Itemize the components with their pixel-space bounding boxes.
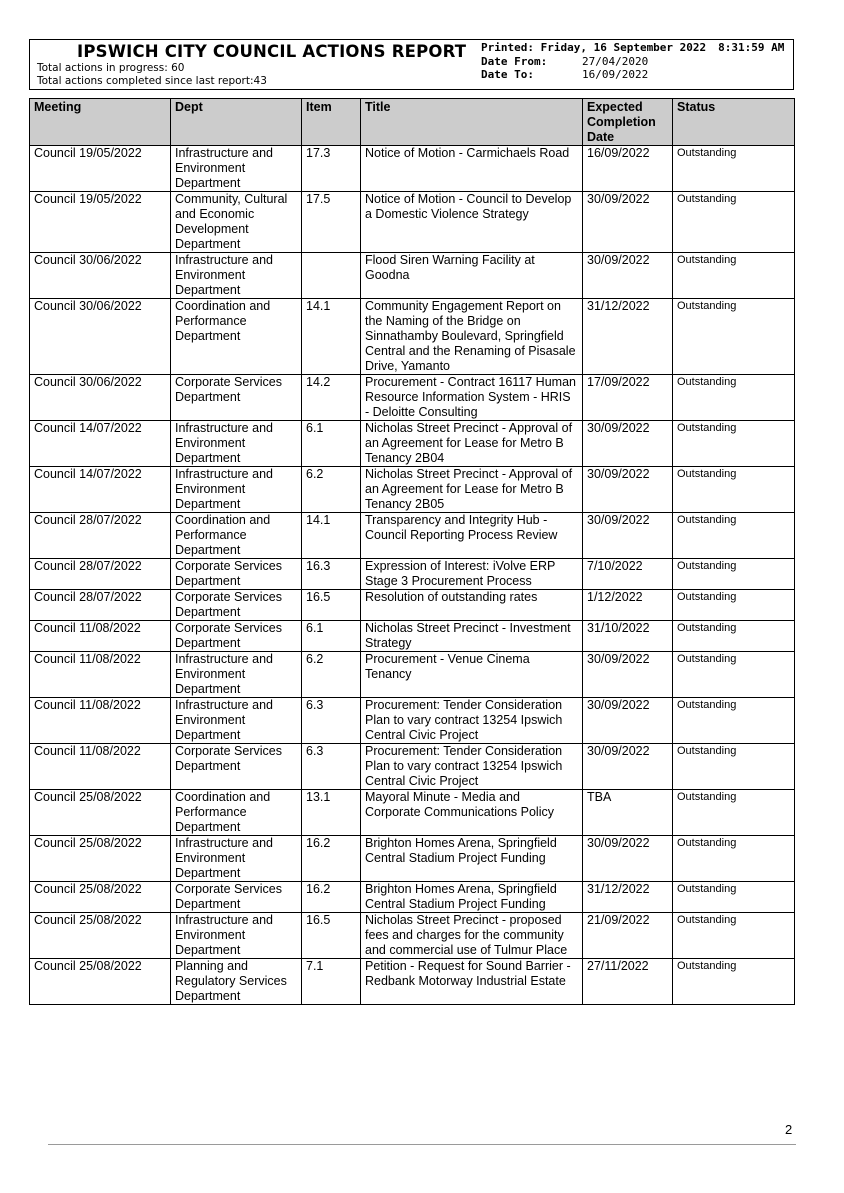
cell-meeting: Council 14/07/2022 [30,421,171,467]
cell-item: 16.5 [302,590,361,621]
cell-expected-date: 30/09/2022 [583,513,673,559]
date-from [481,55,648,68]
cell-dept: Infrastructure and Environment Department [171,467,302,513]
cell-expected-date: 1/12/2022 [583,590,673,621]
cell-dept: Infrastructure and Environment Department [171,652,302,698]
cell-meeting: Council 25/08/2022 [30,913,171,959]
table-row [30,299,795,375]
cell-dept: Infrastructure and Environment Department [171,146,302,192]
table-row [30,192,795,253]
cell-status: Outstanding [673,621,795,652]
cell-expected-date: 31/10/2022 [583,621,673,652]
cell-expected-date: 30/09/2022 [583,698,673,744]
cell-meeting: Council 28/07/2022 [30,559,171,590]
table-row [30,590,795,621]
cell-status: Outstanding [673,590,795,621]
cell-status: Outstanding [673,882,795,913]
cell-meeting: Council 11/08/2022 [30,744,171,790]
cell-status: Outstanding [673,421,795,467]
table-row [30,253,795,299]
cell-status: Outstanding [673,146,795,192]
table-row [30,790,795,836]
col-header-status: Status [673,99,795,146]
cell-title: Expression of Interest: iVolve ERP Stage 3 Procurement Process [361,559,583,590]
cell-title: Transparency and Integrity Hub - Council Reporting Process Review [361,513,583,559]
cell-dept: Coordination and Performance Department [171,790,302,836]
cell-expected-date: 7/10/2022 [583,559,673,590]
cell-expected-date: TBA [583,790,673,836]
table-row [30,913,795,959]
actions-completed: Total actions completed since last report:43 [37,75,267,87]
cell-status: Outstanding [673,253,795,299]
cell-item: 6.2 [302,652,361,698]
actions-table [29,98,795,1005]
cell-title: Mayoral Minute - Media and Corporate Communications Policy [361,790,583,836]
cell-meeting: Council 25/08/2022 [30,836,171,882]
table-header-row [30,99,795,146]
cell-title: Procurement: Tender Consideration Plan to vary contract 13254 Ipswich Central Civic Project [361,744,583,790]
cell-meeting: Council 11/08/2022 [30,652,171,698]
cell-dept: Community, Cultural and Economic Development Department [171,192,302,253]
table-row [30,421,795,467]
cell-item: 16.2 [302,882,361,913]
cell-dept: Infrastructure and Environment Department [171,913,302,959]
cell-expected-date: 27/11/2022 [583,959,673,1005]
cell-item: 6.2 [302,467,361,513]
cell-expected-date: 31/12/2022 [583,299,673,375]
cell-meeting: Council 28/07/2022 [30,590,171,621]
cell-title: Notice of Motion - Council to Develop a Domestic Violence Strategy [361,192,583,253]
cell-status: Outstanding [673,836,795,882]
cell-status: Outstanding [673,375,795,421]
cell-expected-date: 30/09/2022 [583,192,673,253]
cell-meeting: Council 25/08/2022 [30,882,171,913]
table-row [30,621,795,652]
cell-item: 16.2 [302,836,361,882]
cell-dept: Coordination and Performance Department [171,513,302,559]
date-to-value: 16/09/2022 [582,68,649,81]
cell-dept: Infrastructure and Environment Department [171,698,302,744]
table-row [30,559,795,590]
cell-meeting: Council 19/05/2022 [30,192,171,253]
col-header-dept: Dept [171,99,302,146]
printed-time: 8:31:59 AM [718,41,785,54]
cell-expected-date: 30/09/2022 [583,421,673,467]
cell-item: 14.2 [302,375,361,421]
table-row [30,836,795,882]
cell-status: Outstanding [673,652,795,698]
date-from-value: 27/04/2020 [582,55,649,68]
cell-item: 16.3 [302,559,361,590]
date-to [481,68,648,81]
cell-dept: Coordination and Performance Department [171,299,302,375]
cell-title: Procurement - Venue Cinema Tenancy [361,652,583,698]
cell-title: Community Engagement Report on the Naming of the Bridge on Sinnathamby Boulevard, Springfield Central and the Renaming of Pisasale Drive, Yamanto [361,299,583,375]
cell-item: 17.3 [302,146,361,192]
cell-item: 13.1 [302,790,361,836]
cell-item: 6.1 [302,421,361,467]
table-body [30,146,795,1005]
cell-status: Outstanding [673,192,795,253]
printed-date [481,41,784,54]
cell-title: Nicholas Street Precinct - Approval of an Agreement for Lease for Metro B Tenancy 2B04 [361,421,583,467]
table-row [30,882,795,913]
date-from-label: Date From: [481,55,548,68]
cell-meeting: Council 19/05/2022 [30,146,171,192]
table-row [30,698,795,744]
cell-status: Outstanding [673,744,795,790]
table-row [30,467,795,513]
cell-meeting: Council 30/06/2022 [30,253,171,299]
cell-status: Outstanding [673,559,795,590]
date-to-label: Date To: [481,68,534,81]
cell-meeting: Council 25/08/2022 [30,959,171,1005]
cell-title: Petition - Request for Sound Barrier - Redbank Motorway Industrial Estate [361,959,583,1005]
cell-item: 17.5 [302,192,361,253]
col-header-expected-completion-date: Expected Completion Date [583,99,673,146]
cell-dept: Planning and Regulatory Services Department [171,959,302,1005]
cell-title: Nicholas Street Precinct - Investment Strategy [361,621,583,652]
cell-expected-date: 30/09/2022 [583,652,673,698]
page-number: 2 [785,1122,793,1137]
table-row [30,959,795,1005]
cell-dept: Infrastructure and Environment Department [171,836,302,882]
cell-item: 6.1 [302,621,361,652]
cell-title: Nicholas Street Precinct - Approval of an Agreement for Lease for Metro B Tenancy 2B05 [361,467,583,513]
cell-dept: Corporate Services Department [171,590,302,621]
cell-item: 14.1 [302,513,361,559]
actions-in-progress: Total actions in progress: 60 [37,62,185,74]
cell-status: Outstanding [673,959,795,1005]
cell-expected-date: 16/09/2022 [583,146,673,192]
cell-expected-date: 21/09/2022 [583,913,673,959]
cell-title: Procurement: Tender Consideration Plan to vary contract 13254 Ipswich Central Civic Project [361,698,583,744]
cell-meeting: Council 30/06/2022 [30,375,171,421]
cell-title: Flood Siren Warning Facility at Goodna [361,253,583,299]
cell-status: Outstanding [673,299,795,375]
cell-meeting: Council 30/06/2022 [30,299,171,375]
cell-status: Outstanding [673,913,795,959]
cell-dept: Corporate Services Department [171,744,302,790]
cell-title: Brighton Homes Arena, Springfield Central Stadium Project Funding [361,836,583,882]
cell-title: Nicholas Street Precinct - proposed fees and charges for the community and commercial use of Tulmur Place [361,913,583,959]
cell-item: 6.3 [302,744,361,790]
col-header-item: Item [302,99,361,146]
report-title: IPSWICH CITY COUNCIL ACTIONS REPORT [77,42,467,61]
table-row [30,652,795,698]
cell-dept: Infrastructure and Environment Department [171,253,302,299]
cell-item [302,253,361,299]
cell-title: Notice of Motion - Carmichaels Road [361,146,583,192]
table-row [30,375,795,421]
cell-expected-date: 30/09/2022 [583,744,673,790]
cell-title: Resolution of outstanding rates [361,590,583,621]
col-header-meeting: Meeting [30,99,171,146]
cell-meeting: Council 14/07/2022 [30,467,171,513]
cell-expected-date: 30/09/2022 [583,467,673,513]
cell-dept: Corporate Services Department [171,375,302,421]
cell-dept: Corporate Services Department [171,621,302,652]
cell-expected-date: 17/09/2022 [583,375,673,421]
cell-status: Outstanding [673,467,795,513]
printed-label: Printed: Friday, 16 September 2022 [481,41,707,54]
cell-title: Brighton Homes Arena, Springfield Central Stadium Project Funding [361,882,583,913]
cell-item: 6.3 [302,698,361,744]
cell-title: Procurement - Contract 16117 Human Resource Information System - HRIS - Deloitte Consulting [361,375,583,421]
cell-dept: Corporate Services Department [171,882,302,913]
cell-meeting: Council 28/07/2022 [30,513,171,559]
cell-status: Outstanding [673,698,795,744]
col-header-title: Title [361,99,583,146]
cell-dept: Corporate Services Department [171,559,302,590]
cell-expected-date: 30/09/2022 [583,836,673,882]
table-row [30,513,795,559]
cell-item: 14.1 [302,299,361,375]
cell-status: Outstanding [673,513,795,559]
footer-divider [48,1144,796,1145]
cell-meeting: Council 11/08/2022 [30,698,171,744]
cell-expected-date: 30/09/2022 [583,253,673,299]
cell-status: Outstanding [673,790,795,836]
cell-meeting: Council 11/08/2022 [30,621,171,652]
report-header [29,39,794,90]
cell-item: 16.5 [302,913,361,959]
cell-expected-date: 31/12/2022 [583,882,673,913]
table-row [30,146,795,192]
table-row [30,744,795,790]
cell-dept: Infrastructure and Environment Department [171,421,302,467]
cell-meeting: Council 25/08/2022 [30,790,171,836]
cell-item: 7.1 [302,959,361,1005]
